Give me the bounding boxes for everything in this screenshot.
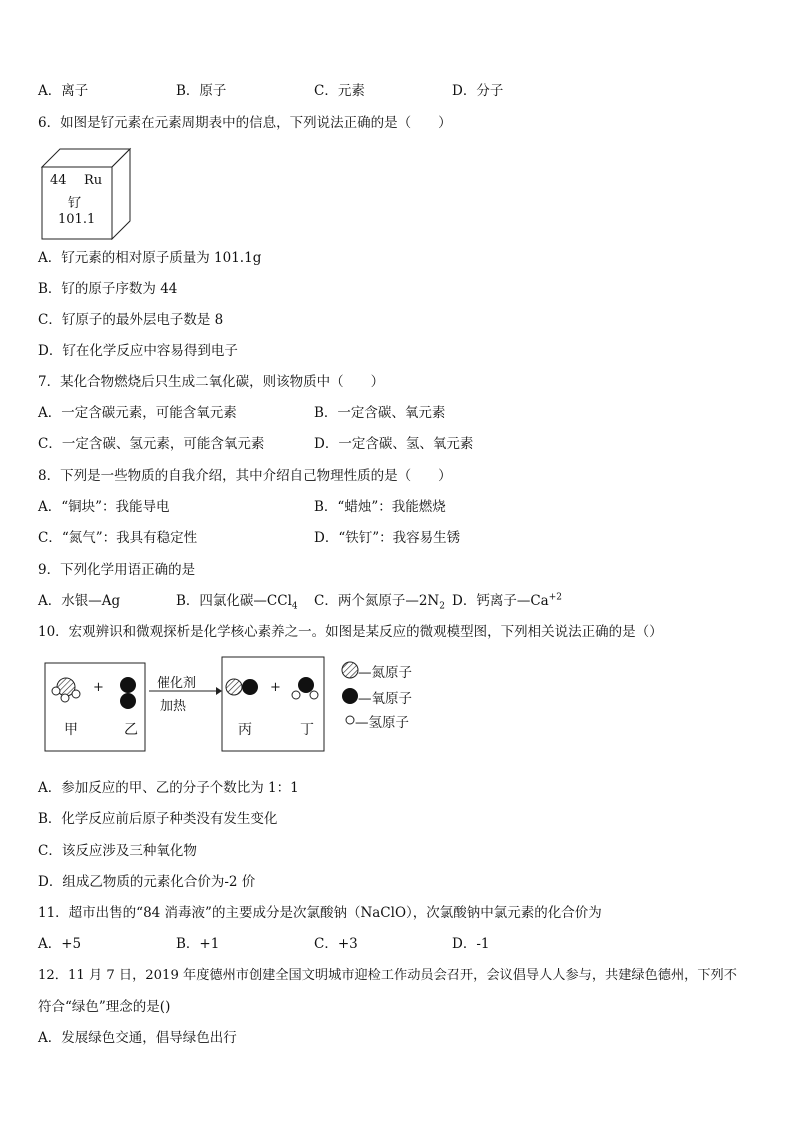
q10-option-b: B．化学反应前后原子种类没有发生变化	[38, 811, 278, 827]
reaction-diagram	[44, 655, 424, 755]
q10-option-c: C．该反应涉及三种氧化物	[38, 843, 197, 859]
q12-stem-line1: 12．11 月 7 日，2019 年度德州市创建全国文明城市迎检工作动员会召开，会议倡导人人参与，共建绿色德州，下列不	[38, 968, 737, 983]
plus-sign-left: +	[93, 680, 104, 695]
q11-option-b: B．+1	[176, 936, 220, 952]
q9-option-d	[452, 592, 562, 610]
q10-option-d: D．组成乙物质的元素化合价为-2 价	[38, 874, 256, 890]
q9-option-c	[314, 592, 445, 610]
element-name: 钌	[68, 196, 82, 211]
q8-option-c: C．“氮气”：我具有稳定性	[38, 530, 198, 546]
q7-option-b: B．一定含碳、氧元素	[314, 405, 446, 421]
q9-option-b-text: B．四氯化碳—CCl	[176, 593, 292, 609]
element-card	[38, 145, 138, 240]
legend-oxygen: —氧原子	[358, 691, 412, 707]
q8-option-d: D．“铁钉”：我容易生锈	[314, 530, 461, 546]
label-catalyst: 催化剂	[157, 676, 197, 691]
q12-option-a: A．发展绿色交通，倡导绿色出行	[38, 1030, 237, 1046]
q9-option-c-subscript: 2	[439, 601, 445, 612]
label-bing: 丙	[238, 722, 252, 738]
label-ding: 丁	[300, 722, 314, 738]
q7-option-c: C．一定含碳、氢元素，可能含氧元素	[38, 436, 265, 452]
q5-option-c: C．元素	[314, 83, 365, 99]
q5-option-a: A．离子	[38, 83, 89, 99]
q5-option-d: D．分子	[452, 83, 504, 99]
q10-option-a: A．参加反应的甲、乙的分子个数比为 1：1	[38, 780, 299, 796]
element-symbol: Ru	[84, 173, 103, 188]
element-number: 44	[50, 173, 67, 188]
label-heat: 加热	[160, 699, 187, 714]
q6-option-d: D．钌在化学反应中容易得到电子	[38, 343, 238, 359]
q8-option-b: B．“蜡烛”：我能燃烧	[314, 499, 446, 515]
q9-option-c-text: C．两个氮原子—2N	[314, 593, 440, 609]
label-yi: 乙	[124, 722, 138, 738]
q11-stem: 11．超市出售的“84 消毒液”的主要成分是次氯酸钠（NaClO），次氯酸钠中氯元素的化合价为	[38, 905, 602, 921]
q9-option-a: A．水银—Ag	[38, 593, 121, 609]
q7-option-d: D．一定含碳、氢、氧元素	[314, 436, 474, 452]
q9-option-d-text: D．钙离子—Ca	[452, 593, 549, 609]
q9-option-d-superscript: +2	[548, 592, 562, 603]
q9-stem: 9．下列化学用语正确的是	[38, 562, 196, 578]
plus-sign-right: +	[270, 680, 281, 695]
q7-option-a: A．一定含碳元素，可能含氧元素	[38, 405, 237, 421]
q9-option-b-subscript: 4	[291, 601, 298, 612]
q11-option-d: D．-1	[452, 936, 490, 952]
legend-nitrogen: —氮原子	[358, 665, 412, 681]
q11-option-c: C．+3	[314, 936, 358, 952]
q8-option-a: A．“铜块”：我能导电	[38, 499, 170, 515]
q5-option-b: B．原子	[176, 83, 227, 99]
q7-stem: 7．某化合物燃烧后只生成二氧化碳，则该物质中（ ）	[38, 374, 385, 390]
q6-option-a: A．钌元素的相对原子质量为 101.1g	[38, 250, 262, 266]
q6-option-b: B．钌的原子序数为 44	[38, 281, 178, 297]
q9-option-b	[176, 592, 298, 610]
q10-stem: 10．宏观辨识和微观探析是化学核心素养之一。如图是某反应的微观模型图，下列相关说法正确的是（）	[38, 624, 663, 640]
q8-stem: 8．下列是一些物质的自我介绍，其中介绍自己物理性质的是（ ）	[38, 468, 452, 484]
element-mass: 101.1	[58, 212, 96, 227]
q11-option-a: A．+5	[38, 936, 82, 952]
legend-hydrogen: —氢原子	[355, 715, 409, 731]
q6-option-c: C．钌原子的最外层电子数是 8	[38, 312, 224, 328]
label-jia: 甲	[64, 722, 78, 738]
q12-stem-line2: 符合“绿色”理念的是()	[38, 999, 171, 1015]
q6-stem: 6．如图是钌元素在元素周期表中的信息，下列说法正确的是（ ）	[38, 115, 452, 131]
